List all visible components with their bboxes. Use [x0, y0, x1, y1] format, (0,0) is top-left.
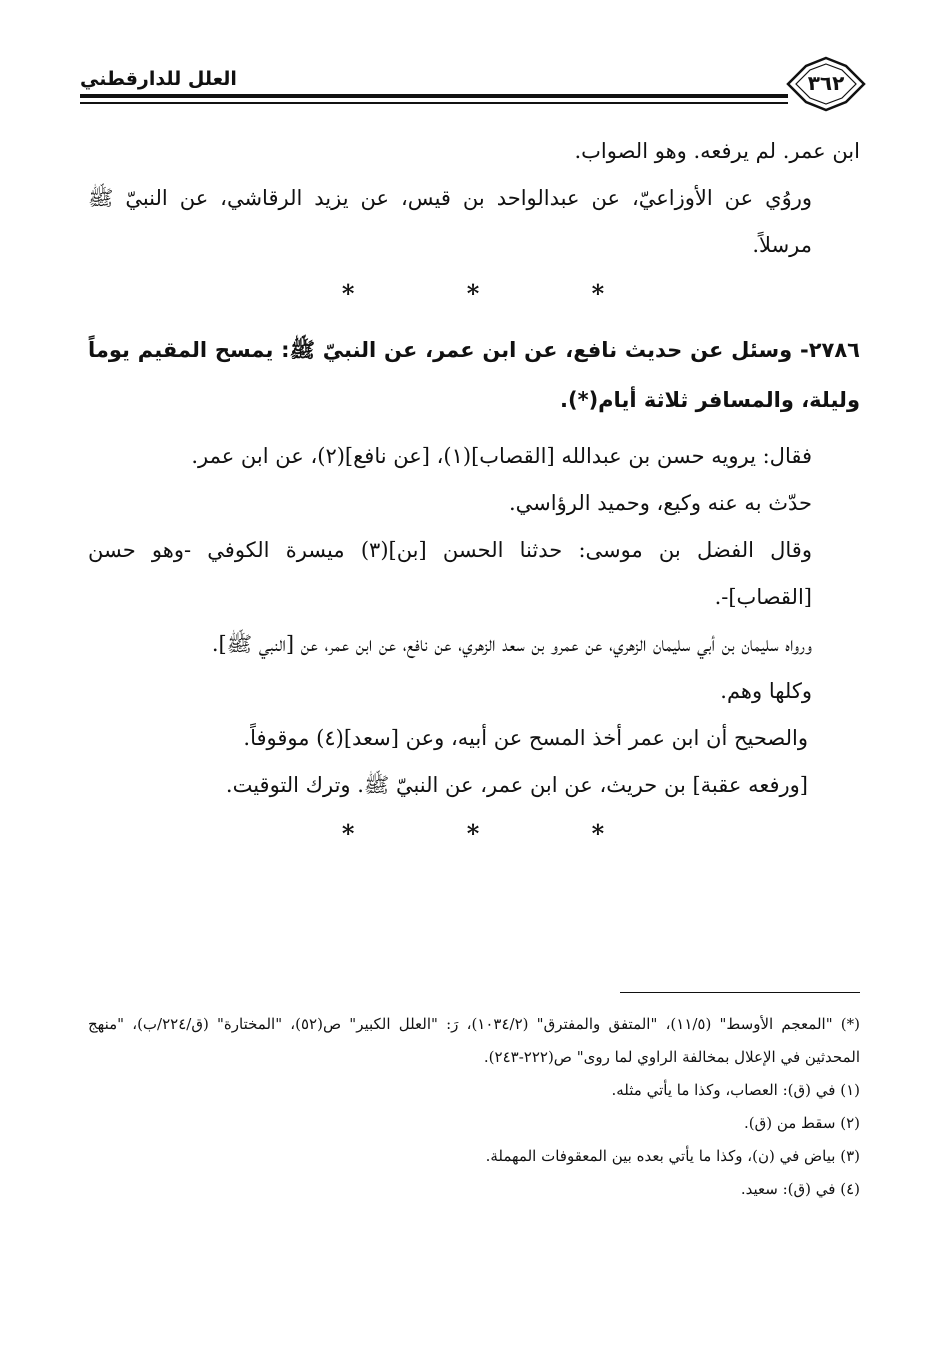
hadith-entry [88, 325, 860, 425]
paragraph-7: وكلها وهم. [720, 679, 812, 703]
footnotes [88, 1008, 860, 1206]
footnote-star: (*) "المعجم الأوسط" (١١/٥)، "المتفق والمفترق" (١٠٣٤/٢)، رَ: "العلل الكبير" ص(٥٢)، "المختارة" (ق/٢٢٤/ب)، "منهج المحدثين في الإعلال بمخالفة الراوي لما روى" ص(٢٢٢-٢٤٣). [88, 1015, 860, 1066]
footnote-rule [620, 992, 860, 993]
separator-stars-2: * * * [341, 819, 657, 848]
hadith-number: ٢٧٨٦- [800, 338, 861, 362]
header-rule-thick [80, 94, 788, 98]
paragraph-8: والصحيح أن ابن عمر أخذ المسح عن أبيه، وعن [سعد](٤) موقوفاً. [243, 726, 808, 750]
footnote-2: (٢) سقط من (ق). [743, 1114, 860, 1132]
paragraph-1: ابن عمر. لم يرفعه. وهو الصواب. [574, 139, 860, 163]
paragraph-4: حدّث به عنه وكيع، وحميد الرؤاسي. [508, 491, 812, 515]
page-header [80, 56, 868, 112]
hadith-question: وسئل عن حديث نافع، عن ابن عمر، عن النبيّ ﷺ: يمسح المقيم يوماً وليلة، والمسافر ثلاثة أيام(*). [88, 338, 860, 412]
book-title: العلل للدارقطني [80, 68, 237, 90]
main-text [88, 128, 860, 859]
footnote-4: (٤) في (ق): سعيد. [740, 1180, 860, 1198]
footnote-1: (١) في (ق): العصاب، وكذا ما يأتي مثله. [611, 1081, 860, 1099]
paragraph-9: [ورفعه عقبة] بن حريث، عن ابن عمر، عن النبيّ ﷺ. وترك التوقيت. [225, 773, 808, 797]
paragraph-3: فقال: يرويه حسن بن عبدالله [القصاب](١)، [عن نافع](٢)، عن ابن عمر. [191, 444, 812, 468]
page-number: ٣٦٢ [807, 71, 845, 95]
footnote-3: (٣) بياض في (ن)، وكذا ما يأتي بعده بين المعقوفات المهملة. [485, 1147, 860, 1165]
paragraph-6: ورواه سليمان بن أبي سليمان الزهري، عن عمرو بن سعد الزهري، عن نافع، عن ابن عمر، عن [النبي ﷺ]. [211, 632, 812, 656]
separator-stars-1: * * * [341, 279, 657, 308]
page-number-frame [784, 56, 868, 112]
paragraph-5: وقال الفضل بن موسى: حدثنا الحسن [بن](٣) ميسرة الكوفي -وهو حسن [القصاب]-. [88, 538, 812, 609]
paragraph-2: وروُي عن الأوزاعيّ، عن عبدالواحد بن قيس، عن يزيد الرقاشي، عن النبيّ ﷺ مرسلاً. [88, 186, 812, 257]
header-rule-thin [80, 102, 788, 104]
